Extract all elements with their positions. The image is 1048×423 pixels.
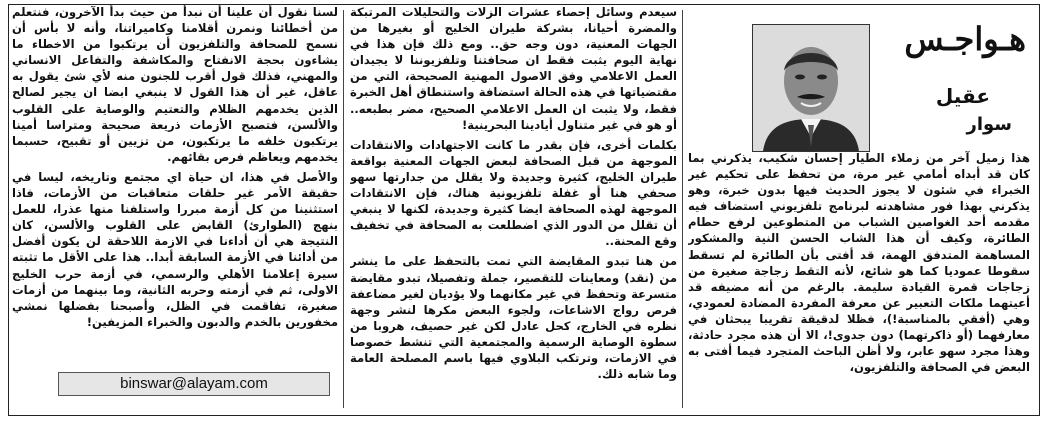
author-portrait <box>752 24 870 152</box>
author-email: binswar@alayam.com <box>58 372 330 396</box>
portrait-image <box>753 25 869 151</box>
column-divider <box>682 10 683 408</box>
column-divider <box>343 10 344 408</box>
author-first-name: عقيل <box>935 84 990 108</box>
paragraph: بكلمات أخرى، فإن بقدر ما كانت الاجتهادات والانتقادات الموجهة من قبل الصحافة لبعض الجهات المعنية بواقعة طيران الخليج، كثيرة وجديدة ولا يقلل من جدارتها سهو صحفي هنا أو غفلة تلفزيونية هناك، فإن الانتقادات الموجهة لهذه الصحافة ايضا كثيرة وجديدة، لكنها لا ينبغي أن تقلل من الدور الذي اضطلعت به الصحافة في تخفيف وقع المحنة.. <box>350 137 677 249</box>
body-column-right <box>688 150 1030 408</box>
paragraph: من هنا تبدو المقايضة التي تمت بالتحفظ على ما ينشر من (نقد) ومعاينات للتقصير، جملة وتفصيلا، تبدو مقايضة متسرعة وتحفظ في غير مكانهما ولا يؤديان لغير مضاعفة فرص رواج الاشاعات، ولجوء البعض مكرها لنشر وجهة نظره في الخارج، كحل عادل لكن غير حصيف، هروبا من سطوة الوصاية الرسمية والمجتمعية التي تنشط خصوصا في الازمات، وترتكب البلاوي فيها باسم المصلحة العامة وما شابه ذلك. <box>350 254 677 382</box>
paragraph: والأصل في هذا، ان حياة اي مجتمع وتاريخه، ليسا في حقيقة الأمر غير حلقات متعاقبات من الأزمات، فاذا استثنينا من كل أزمة مبررا واستلفنا منها عذرا، للعمل بنهج (الطوارئ) القابض على القلوب والألسن، كان النتيجة هي أن أداءنا في الازمة اللاحقة لن يكون أفضل من أدائنا في الأزمة السابقة أبدا.. هذا على الأقل ما تثبته سيرة إعلامنا الأهلي والرسمي، في أزمة حرب الخليج الاولى، ثم في أزمته وحربه الثانية، وما بينهما من أزمات صغيرة، تفاقمت في الظل، وأصبحنا بفضلها نمشي مخفورين بالخدم والدبون والخبراء المزيفين! <box>12 169 338 329</box>
body-column-left <box>12 4 338 364</box>
author-last-name: سوار <box>966 114 1012 135</box>
paragraph: سيعدم وسائل إحصاء عشرات الزلات والتحليلات المرتبكة والمضرة أحيانا، بشركة طيران الخليج أو بغيرها من الجهات المعنية، دون وجه حق.. ومع ذلك فإن هذا في نهاية اليوم يثبت فقط ان صحافتنا وتلفزيوننا لا يجيدان العمل الاعلامي وفق الاصول المهنية الصحيحة، التي من مقتضياتها في هذه الحالة استضافة واستنطاق أهل الخبرة فقط، ولا يثبت ان العمل الاعلامي الصحيح، مضر بطبعه.. أو هو في غير متناول أيادينا البحرينية! <box>350 5 677 132</box>
paragraph: لسنا نقول أن علينا أن نبدأ من حيث بدأ الآخرون، فنتعلم من أخطائنا ونمرن أقلامنا وكاميراتنا، وأنه لا بأس أن نسمح للصحافة والتلفزيون أن يرتكبوا من الاخطاء ما يشاءون بحجة الانفتاح والمكاشفة والتفاعل الانساني والمهني، فذلك قول أقرب للجنون منه لأي شئ يقول به عاقل، غير أن هذا القول لا ينبغي ابضا ان يجير لصالح الذين يخدمهم الظلام والتعتيم والوصاية على القلوب والألسن، فتصبح الأزمات ذريعة صحيحة ومتراسا أمينا يرتكبون خلفه ما يرتكبون، من تزيين أو تقبيح، حسبما يخدمهم ويعاظم فرص بقائهم. <box>12 5 338 164</box>
column-title: هـواجـس <box>904 20 1026 58</box>
body-column-middle <box>350 4 677 408</box>
masthead <box>692 14 1034 150</box>
paragraph: هذا زميل آخر من زملاء الطيار إحسان شكيب، يذكرني بما كان قد أبداه أمامي غير مرة، من تحفظ على تحكيم غير الخبراء في شئون لا يجوز الحديث فيها بدون خبرة، وهو يذكرني بهذا فور مشاهدته لبرنامج تلفزيوني استضاف فيه مقدمه أحد الغواصين الشباب من المتطوعين لرفع حطام الطائرة، وكيف أن هذا الشاب الحسن النية والمشكور المساهمة المتدفق الهمة، قد أفتى بأن الطائرة لم تسقط سقوطا عموديا كما هو شائع، لأنه التقط زجاجة صغيرة من زجاجات قمرة القيادة سليمة. بالرغم من أنه مضيفه قد أعيتهما ملكات التعبير عن معرفة المفردة المضادة لعمودي، وهي (أفقي بالمناسبة!)، فظلا لدقيقة تقريبا يبحثان في معارفهما (أو ذاكرتهما) دون جدوى!، الا أن هذه مجرد حادثة، وهذا مجرد سهو عابر، ولا أظن الباحث المتجرد فيما أفتى به البعض في الصحافة والتلفزيون، <box>688 151 1030 375</box>
